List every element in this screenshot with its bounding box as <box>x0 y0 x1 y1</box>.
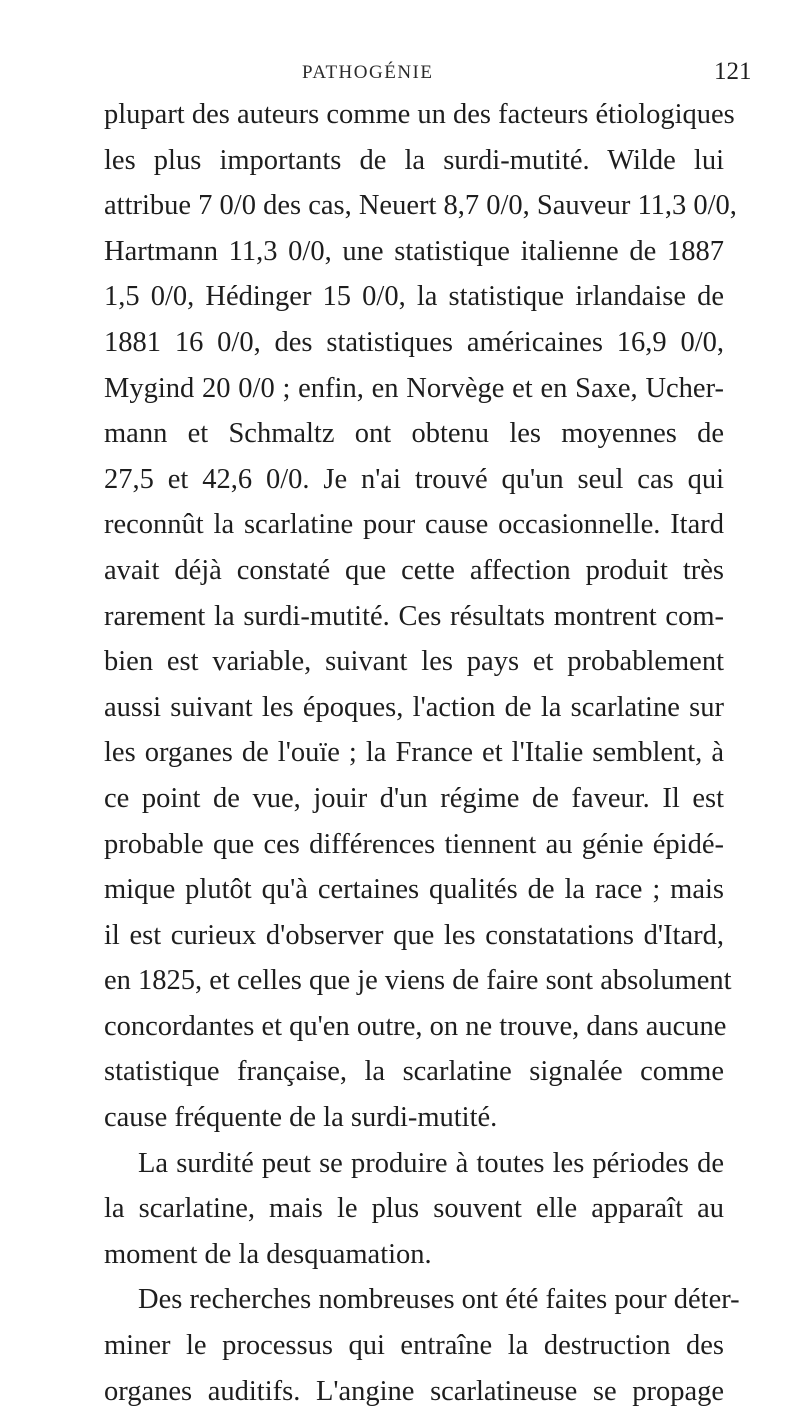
text-line: mann et Schmaltz ont obtenu les moyennes de <box>104 418 724 450</box>
text-line: 1,5 0/0, Hédinger 15 0/0, la statistique irlandaise de <box>104 281 724 313</box>
text-line: mique plutôt qu'à certaines qualités de la race ; mais <box>104 874 724 906</box>
text-line: en 1825, et celles que je viens de faire sont absolument <box>104 965 732 997</box>
running-title: PATHOGÉNIE <box>302 62 434 83</box>
text-line: aussi suivant les époques, l'action de la scarlatine sur <box>104 691 724 723</box>
paragraph-end-line: moment de la desquamation. <box>104 1238 432 1270</box>
text-line: il est curieux d'observer que les constatations d'Itard, <box>104 919 724 951</box>
text-line: concordantes et qu'en outre, on ne trouve, dans aucune <box>104 1010 727 1042</box>
text-line: organes auditifs. L'angine scarlatineuse se propage <box>104 1375 724 1407</box>
paragraph-start-line: La surdité peut se produire à toutes les périodes de <box>138 1147 724 1179</box>
text-line: statistique française, la scarlatine signalée comme <box>104 1056 724 1088</box>
paragraph-end-line: cause fréquente de la surdi-mutité. <box>104 1102 498 1134</box>
page-number: 121 <box>714 58 752 85</box>
text-line: plupart des auteurs comme un des facteurs étiologiques <box>104 99 735 130</box>
text-line: Mygind 20 0/0 ; enfin, en Norvège et en Saxe, Ucher- <box>104 372 724 404</box>
text-line: bien est variable, suivant les pays et probablement <box>104 646 724 678</box>
text-line: attribue 7 0/0 des cas, Neuert 8,7 0/0, Sauveur 11,3 0/0, <box>104 190 737 222</box>
text-line: Hartmann 11,3 0/0, une statistique italienne de 1887 <box>104 235 724 267</box>
text-line: les plus importants de la surdi-mutité. Wilde lui <box>104 144 724 176</box>
text-line: la scarlatine, mais le plus souvent elle apparaît au <box>104 1193 724 1225</box>
body-text <box>104 92 740 1414</box>
text-line: avait déjà constaté que cette affection produit très <box>104 554 724 586</box>
text-line: ce point de vue, jouir d'un régime de faveur. Il est <box>104 782 724 814</box>
text-line: 1881 16 0/0, des statistiques américaines 16,9 0/0, <box>104 326 724 358</box>
text-line: miner le processus qui entraîne la destruction des <box>104 1330 724 1362</box>
text-line: 27,5 et 42,6 0/0. Je n'ai trouvé qu'un seul cas qui <box>104 463 724 495</box>
text-line: probable que ces différences tiennent au génie épidé- <box>104 828 724 860</box>
paragraph-start-line: Des recherches nombreuses ont été faites pour déter- <box>138 1284 740 1316</box>
text-line: rarement la surdi-mutité. Ces résultats montrent com- <box>104 600 724 632</box>
text-line: reconnût la scarlatine pour cause occasionnelle. Itard <box>104 509 724 541</box>
text-line: les organes de l'ouïe ; la France et l'Italie semblent, à <box>104 737 724 769</box>
